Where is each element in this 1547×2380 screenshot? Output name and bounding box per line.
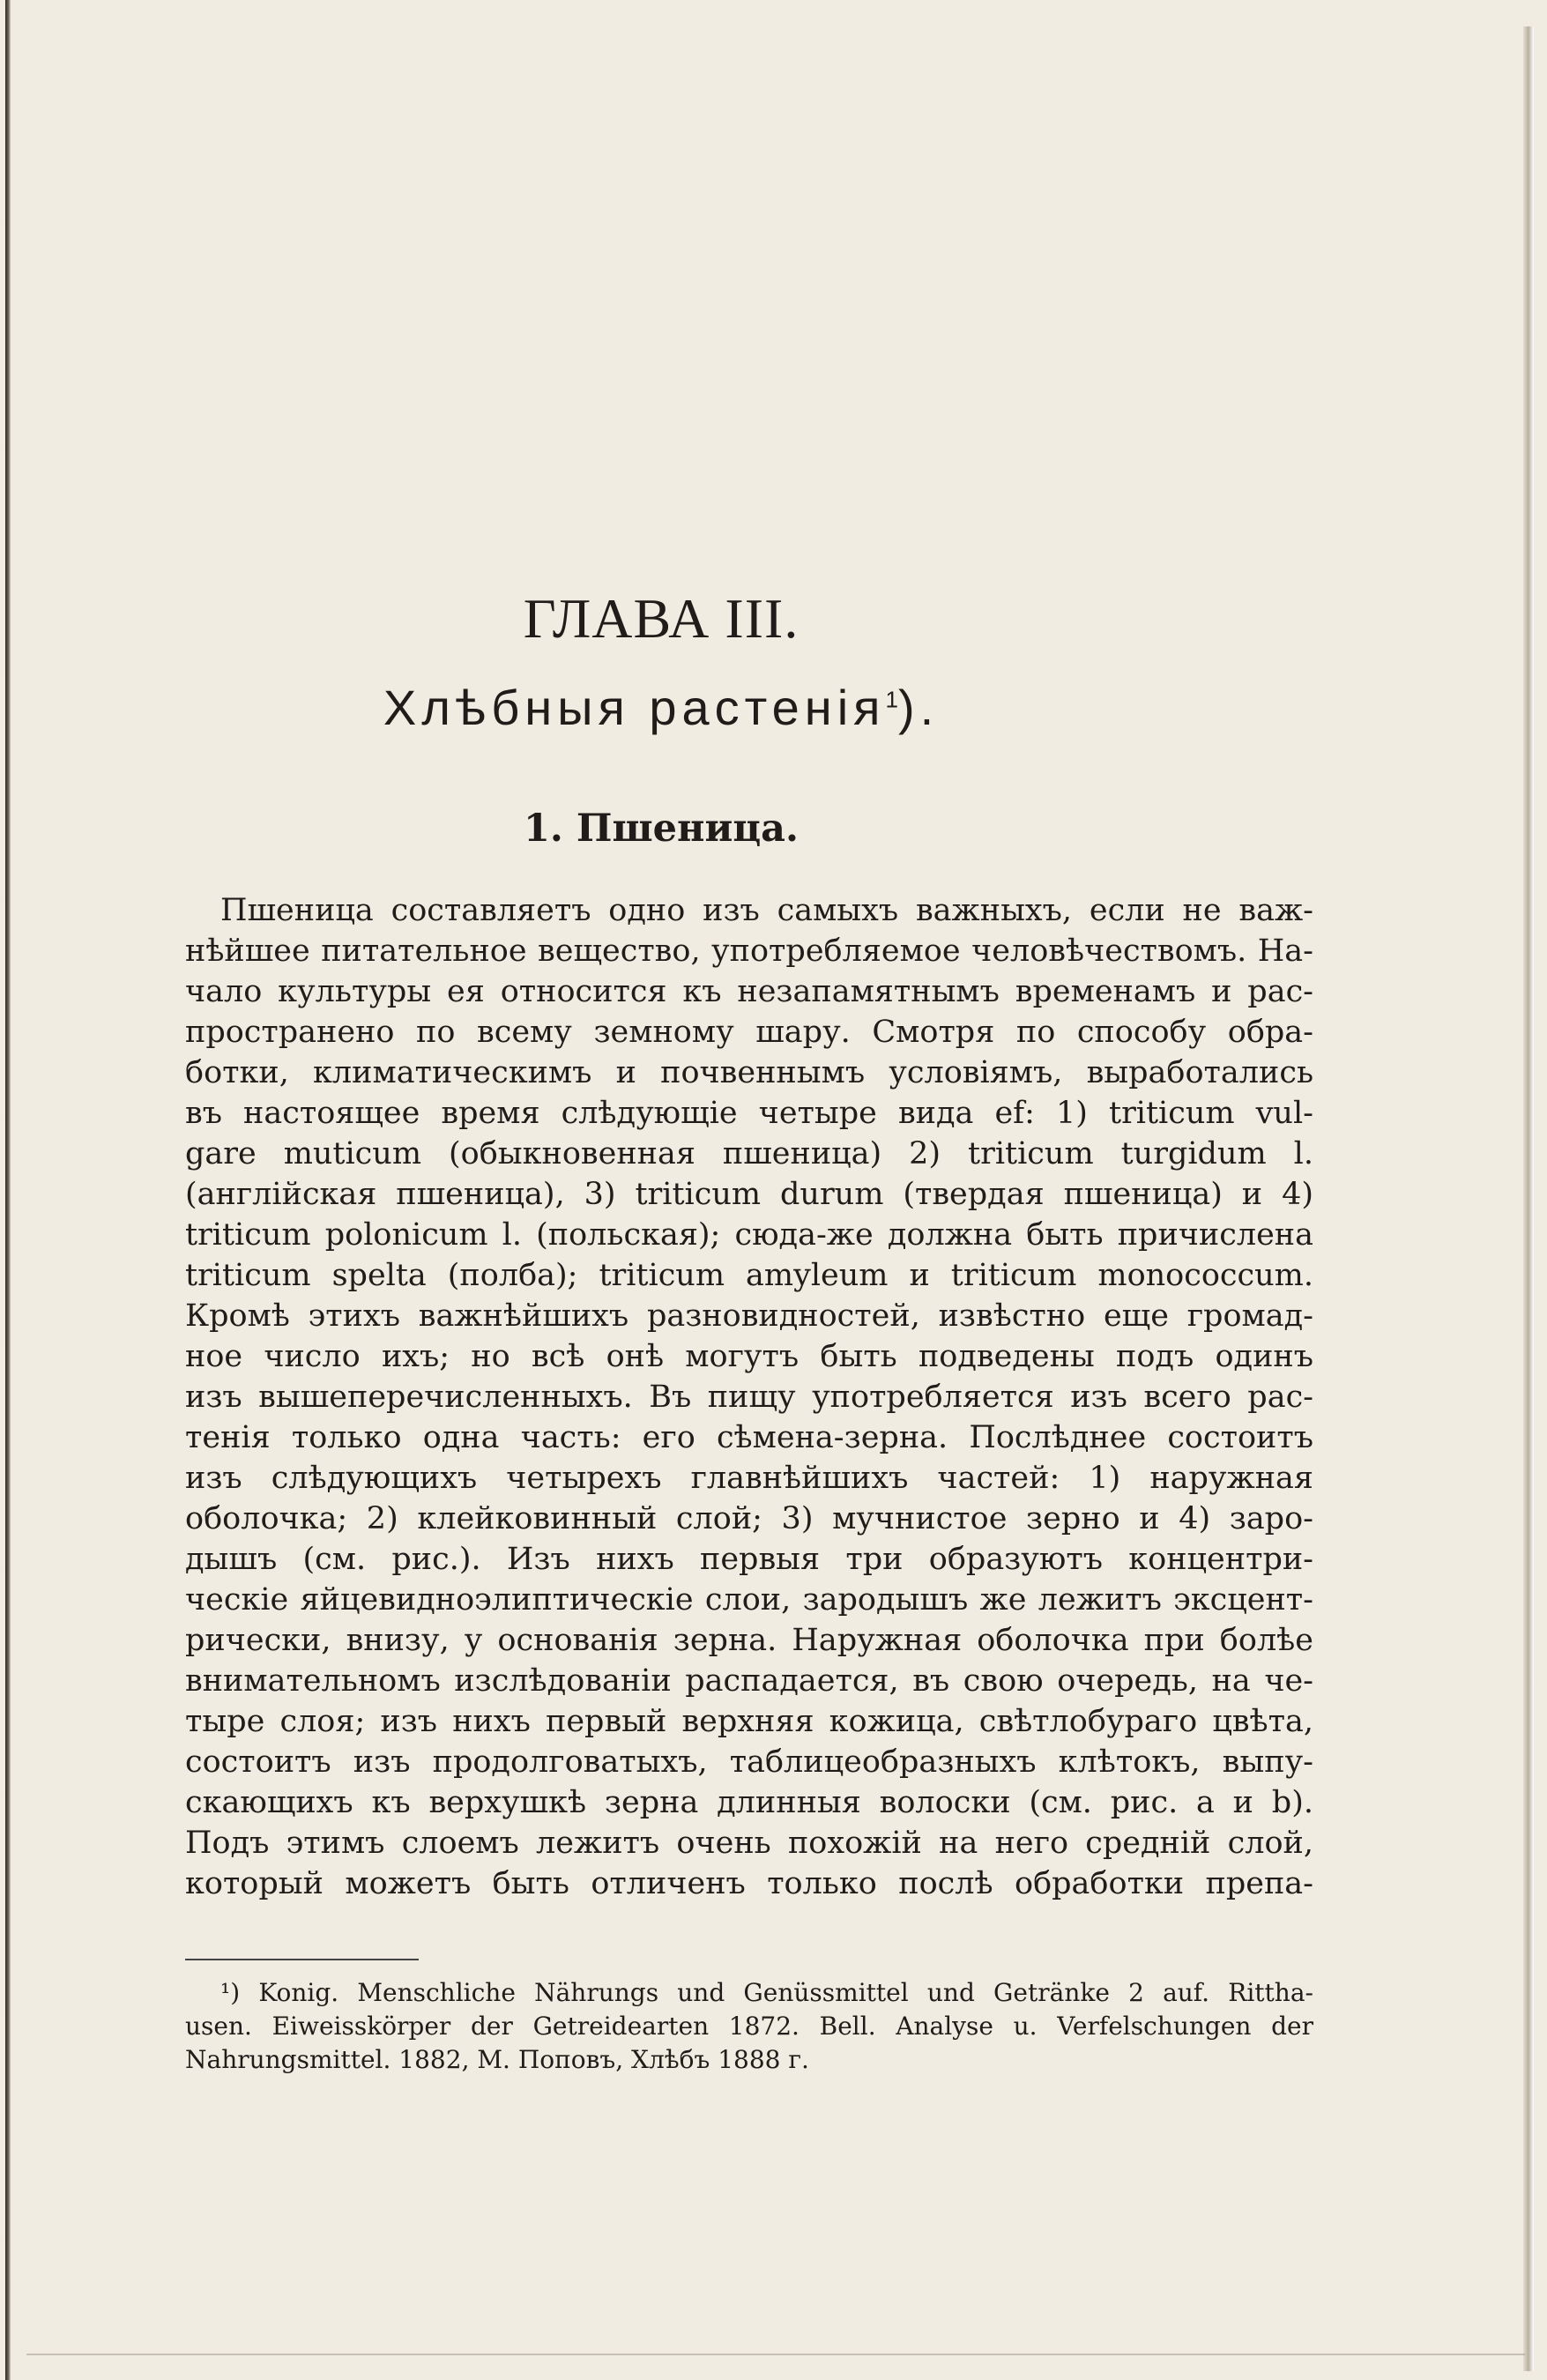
body-line: тыре слоя; изъ нихъ первый верхняя кожица, свѣтлобураго цвѣта, <box>185 1704 1313 1739</box>
body-line: внимательномъ изслѣдованіи распадается, въ свою очередь, на че- <box>185 1663 1313 1699</box>
body-line: Подъ этимъ слоемъ лежитъ очень похожій на него средній слой, <box>185 1826 1313 1861</box>
body-line: (англійская пшеница), 3) triticum durum (твердая пшеница) и 4) <box>185 1177 1313 1212</box>
body-line: ное число ихъ; но всѣ онѣ могутъ быть подведены подъ одинъ <box>185 1339 1313 1374</box>
body-line: оболочка; 2) клейковинный слой; 3) мучнистое зерно и 4) заро- <box>185 1501 1313 1536</box>
subheading: 1. Пшеница. <box>523 807 799 851</box>
page-bottom-shadow <box>26 2354 1525 2355</box>
footnote-line: usen. Eiweisskörper der Getreidearten 1872. Bell. Analyse u. Verfelschungen der <box>185 2012 1313 2041</box>
body-line: тенія только одна часть: его сѣмена-зерна. Послѣднее состоитъ <box>185 1420 1313 1455</box>
body-line: gare muticum (обыкновенная пшеница) 2) triticum turgidum l. <box>185 1136 1313 1171</box>
body-line: скающихъ къ верхушкѣ зерна длинныя волоски (см. рис. a и b). <box>185 1785 1313 1820</box>
footnote-line: Nahrungsmittel. 1882, М. Поповъ, Хлѣбъ 1888 г. <box>185 2045 809 2074</box>
body-line: который можетъ быть отличенъ только послѣ обработки препа- <box>185 1866 1313 1901</box>
section-title-text: Хлѣбныя растенія <box>383 680 886 735</box>
section-title <box>0 679 1322 736</box>
body-line: Кромѣ этихъ важнѣйшихъ разновидностей, извѣстно еще громад- <box>185 1298 1313 1334</box>
body-line: въ настоящее время слѣдующіе четыре вида ef: 1) triticum vul- <box>185 1096 1313 1131</box>
footnote-divider <box>185 1959 419 1960</box>
body-paragraph <box>185 890 1313 1904</box>
body-line: Пшеница составляетъ одно изъ самыхъ важныхъ, если не важ- <box>220 893 1313 928</box>
footnote-line: ¹) Konig. Menschliche Nährungs und Genüssmittel und Getränke 2 auf. Rittha- <box>220 1978 1313 2007</box>
body-line: triticum polonicum l. (польская); сюда-же должна быть причислена <box>185 1217 1313 1253</box>
body-line: triticum spelta (полба); triticum amyleum и triticum monococcum. <box>185 1258 1313 1293</box>
chapter-heading: ГЛАВА III. <box>523 587 800 650</box>
section-title-close: ). <box>897 680 940 735</box>
page-right-edge <box>1523 26 1534 2371</box>
body-line: дышъ (см. рис.). Изъ нихъ первыя три образуютъ концентри- <box>185 1542 1313 1577</box>
body-line: изъ слѣдующихъ четырехъ главнѣйшихъ частей: 1) наружная <box>185 1461 1313 1496</box>
body-line: чало культуры ея относится къ незапамятнымъ временамъ и рас- <box>185 974 1313 1009</box>
body-line: нѣйшее питательное вещество, употребляемое человѣчествомъ. На- <box>185 933 1313 969</box>
body-line: ботки, климатическимъ и почвеннымъ условіямъ, выработались <box>185 1055 1313 1090</box>
body-line: состоитъ изъ продолговатыхъ, таблицеобразныхъ клѣтокъ, выпу- <box>185 1744 1313 1780</box>
footnote-reference[interactable]: 1 <box>885 686 898 713</box>
body-line: ческіе яйцевидноэлиптическіе слои, зародышъ же лежитъ эксцент- <box>185 1582 1313 1618</box>
body-line: рически, внизу, у основанія зерна. Наружная оболочка при болѣе <box>185 1623 1313 1658</box>
page-left-edge <box>5 0 11 2380</box>
footnote <box>185 1976 1313 2077</box>
body-line: пространено по всему земному шару. Смотря по способу обра- <box>185 1015 1313 1050</box>
body-line: изъ вышеперечисленныхъ. Въ пищу употребляется изъ всего рас- <box>185 1380 1313 1415</box>
